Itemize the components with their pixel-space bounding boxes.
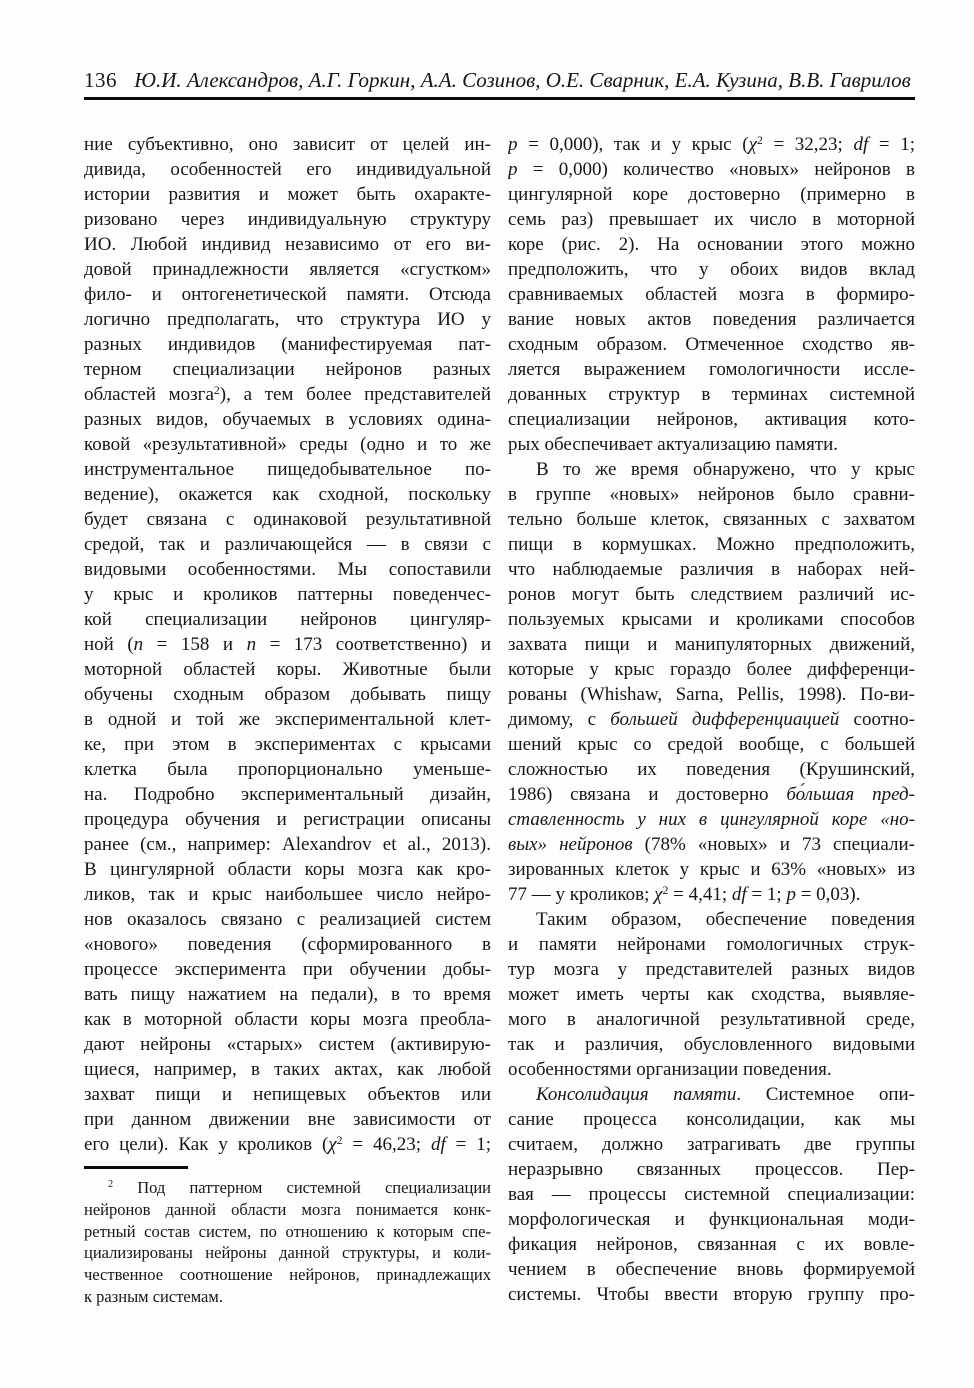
text-line: вых» нейронов (78% «новых» и 73 специали- — [508, 834, 915, 855]
text-line: обучены сходным образом добывать пищу — [84, 684, 491, 705]
footnote-separator — [84, 1166, 188, 1169]
text-line: сложностью их поведения (Крушинский, — [508, 759, 915, 780]
text-line: дают нейроны «старых» систем (активирую- — [84, 1034, 491, 1055]
right-column — [508, 132, 915, 1308]
text-line: сравниваемых областей мозга в формиро- — [508, 284, 915, 305]
text-line: кой специализации нейронов цингуляр- — [84, 609, 491, 630]
text-line: тур мозга у представителей разных видов — [508, 959, 915, 980]
text-line: захвата пищи и манипуляторных движений, — [508, 634, 915, 655]
text-line: так и различия, обусловленного видовыми — [508, 1034, 915, 1055]
text-line: сходным образом. Отмеченное сходство яв- — [508, 334, 915, 355]
text-line: чественное соотношение нейронов, принадлежащих — [84, 1265, 491, 1285]
text-line: как в моторной области коры мозга преобла- — [84, 1009, 491, 1030]
text-line: моторной областей коры. Животные были — [84, 659, 491, 680]
text-line: процессе эксперимента при обучении добы- — [84, 959, 491, 980]
text-line: щиеся, например, в таких актах, как любой — [84, 1059, 491, 1080]
text-line: $^2$ Под паттерном системной специализации — [108, 1178, 491, 1197]
text-line: В цингулярной области коры мозга как кро- — [84, 859, 491, 880]
text-line: ронов могут быть следствием различий ис- — [508, 584, 915, 605]
text-line: пользуемых крысами и кроликами способов — [508, 609, 915, 630]
text-line: вание новых актов поведения различается — [508, 309, 915, 330]
text-line: рованы (Whishaw, Sarna, Pellis, 1998). По-ви- — [508, 684, 915, 705]
text-line: чением в обеспечение вновь формируемой — [508, 1259, 915, 1280]
text-line: к разным системам. — [84, 1286, 223, 1306]
text-line: клетка была пропорционально уменьше- — [84, 759, 491, 780]
right-column-text — [508, 132, 915, 1307]
running-head — [84, 66, 915, 100]
text-line: 77 — у кроликов; $\chi^2 = 4,41$; df = 1; p = 0,03). — [508, 883, 861, 905]
text-line: циализированы нейроны данной структуры, и коли- — [84, 1243, 491, 1263]
text-line: на. Подробно экспериментальный дизайн, — [84, 784, 491, 805]
running-head-row — [84, 66, 915, 94]
text-line: неразрывно связанных процессов. Пер- — [508, 1159, 915, 1180]
text-line: истории развития и может быть охаракте- — [84, 184, 491, 205]
text-line: его цели). Как у кроликов ($\chi^2 = 46,23$; df = 1; — [84, 1133, 491, 1155]
text-line: будет связана с одинаковой результативной — [84, 509, 491, 530]
text-line: фикация нейронов, связанная с их вовле- — [508, 1234, 915, 1255]
text-line: цингулярной коре достоверно (примерно в — [508, 184, 915, 205]
left-column-text — [84, 132, 491, 1157]
text-line: может иметь черты как сходства, выявляе- — [508, 984, 915, 1005]
text-line: морфологическая и функциональная моди- — [508, 1209, 915, 1230]
text-line: фило- и онтогенетической памяти. Отсюда — [84, 284, 491, 305]
text-line: особенностями организации поведения. — [508, 1059, 832, 1080]
text-line: дованных структур в терминах системной — [508, 384, 915, 405]
footnote — [84, 1177, 491, 1308]
text-line: тельно больше клеток, связанных с захватом — [508, 509, 915, 530]
text-line: видовыми особенностями. Мы сопоставили — [84, 559, 491, 580]
running-head-rule — [84, 97, 915, 100]
text-line: областей мозга$^2$), а тем более представителей — [84, 383, 491, 405]
text-line: Таким образом, обеспечение поведения — [536, 909, 915, 930]
text-line: семь раз) превышает их число в моторной — [508, 209, 915, 230]
text-line: коре (рис. 2). На основании этого можно — [508, 234, 915, 255]
text-line: Консолидация памяти. Системное опи- — [536, 1084, 915, 1105]
text-line: ликов, так и крыс наибольшее число нейро- — [84, 884, 491, 905]
text-line: логично предполагать, что структура ИО у — [84, 309, 491, 330]
text-line: системы. Чтобы ввести вторую группу про- — [508, 1284, 915, 1305]
text-body — [84, 132, 915, 1308]
text-line: пищи в кормушках. Можно предположить, — [508, 534, 915, 555]
text-line: нейронов данной области мозга понимается конк- — [84, 1199, 491, 1219]
text-line: шений крыс со средой вообще, с большей — [508, 734, 915, 755]
text-line: что наблюдаемые различия в наборах ней- — [508, 559, 915, 580]
text-line: вать пищу нажатием на педали), в то время — [84, 984, 491, 1005]
text-line: вая — процессы системной специализации: — [508, 1184, 915, 1205]
text-line: захват пищи и непищевых объектов или — [84, 1084, 491, 1105]
text-line: ранее (см., например: Alexandrov et al., 2013). — [84, 834, 491, 855]
running-head-authors: Ю.И. Александров, А.Г. Горкин, А.А. Созинов, О.Е. Сварник, Е.А. Кузина, В.В. Гаврилов — [134, 68, 911, 92]
text-line: димому, с большей дифференциацией соотно- — [508, 709, 915, 730]
text-line: в одной и той же экспериментальной клет- — [84, 709, 491, 730]
text-line: «нового» поведения (сформированного в — [84, 934, 491, 955]
text-line: в группе «новых» нейронов было сравни- — [508, 484, 915, 505]
text-line: и памяти нейронами гомологичных струк- — [508, 934, 915, 955]
text-line: ИО. Любой индивид независимо от его ви- — [84, 234, 491, 255]
text-line: нов оказалось связано с реализацией систем — [84, 909, 491, 930]
text-line: предположить, что у обоих видов вклад — [508, 259, 915, 280]
text-line: считаем, должно затрагивать две группы — [508, 1134, 915, 1155]
text-line: сание процесса консолидации, как мы — [508, 1109, 915, 1130]
text-line: дивида, особенностей его индивидуальной — [84, 159, 491, 180]
text-line: рых обеспечивает актуализацию памяти. — [508, 434, 839, 455]
left-column — [84, 132, 491, 1308]
text-line: довой принадлежности является «сгустком» — [84, 259, 491, 280]
text-line: инструментальное пищедобывательное по- — [84, 459, 491, 480]
text-line: разных видов, обучаемых в условиях одина- — [84, 409, 491, 430]
text-line: ретный состав систем, по отношению к которым спе- — [84, 1221, 491, 1241]
text-line: которые у крыс гораздо более дифференци- — [508, 659, 915, 680]
text-line: терном специализации нейронов разных — [84, 359, 491, 380]
text-line: p = 0,000), так и у крыс ($\chi^2 = 32,23$; df = 1; — [508, 133, 915, 155]
text-line: специализации нейронов, активация кото- — [508, 409, 915, 430]
page-number: 136 — [84, 68, 117, 92]
text-line: p = 0,000) количество «новых» нейронов в — [508, 159, 915, 180]
text-line: ставленность у них в цингулярной коре «но- — [508, 809, 915, 830]
text-line: мого в аналогичной результативной среде, — [508, 1009, 915, 1030]
text-line: В то же время обнаружено, что у крыс — [536, 459, 915, 480]
text-line: ковой «результативной» среды (одно и то же — [84, 434, 491, 455]
text-line: ной (n = 158 и n = 173 соответственно) и — [84, 634, 491, 655]
text-line: процедура обучения и регистрации описаны — [84, 809, 491, 830]
text-line: при данном движении вне зависимости от — [84, 1109, 491, 1130]
text-line: ние субъективно, оно зависит от целей ин- — [84, 134, 491, 155]
text-line: ляется выражением гомологичности иссле- — [508, 359, 915, 380]
text-line: ризовано через индивидуальную структуру — [84, 209, 491, 230]
text-line: у крыс и кроликов паттерны поведенчес- — [84, 584, 491, 605]
text-line: зированных клеток у крыс и 63% «новых» из — [508, 859, 915, 880]
text-line: 1986) связана и достоверно бо́льшая пред- — [508, 784, 915, 805]
text-line: средой, так и различающейся — в связи с — [84, 534, 491, 555]
text-line: ведение), окажется как сходной, поскольку — [84, 484, 491, 505]
text-line: ке, при этом в экспериментах с крысами — [84, 734, 491, 755]
text-line: разных индивидов (манифестируемая пат- — [84, 334, 491, 355]
